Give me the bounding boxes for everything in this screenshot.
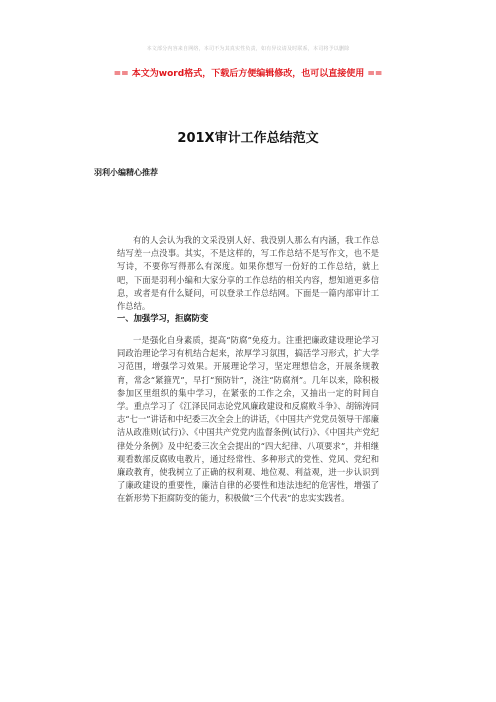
editor-byline: 羽利小编精心推荐 — [94, 168, 158, 177]
section-body-paragraph: 一是强化自身素质，提高“防腐”免疫力。注重把廉政建设理论学习同政治理论学习有机结合起来，浓厚学习氛围，搞活学习形式，扩大学习范围，增强学习效果。开展理论学习，坚定理想信念，开展条规教育，常念“紧箍咒”，早打“预防针”，浇注“防腐剂”。几年以来，除积极参加区里组织的集中学习，在紧张的工作之余，又抽出一定的时间自学。重点学习了《江泽民同志论党风廉政建设和反腐败斗争》、胡锦涛同志“七一”讲话和中纪委三次全会上的讲话，《中国共产党党员领导干部廉洁从政准则(试行)》、《中国共产党党内监督条例(试行)》、《中国共产党纪律处分条例》及中纪委三次全会提出的“四大纪律、八项要求”，并相继观看数部反腐败电教片，通过经常性、多种形式的党性、党风、党纪和廉政教育，使我树立了正确的权利观、地位观、利益观，进一步认识到了廉政建设的重要性，廉洁自律的必要性和违法违纪的危害性，增强了在新形势下拒腐防变的能力，积极做“三个代表”的忠实实践者。 — [117, 335, 379, 504]
section-heading: 一、加强学习，拒腐防变 — [117, 313, 209, 323]
intro-paragraph: 有的人会认为我的文采没别人好、我没别人那么有内涵，我工作总结写差一点没事。其实，不是这样的，写工作总结不是写作文，也不是写诗，不要你写得那么有深度。如果你想写一份好的工作总结，就上吧，下面是羽利小编和大家分享的工作总结的相关内容，想知道更多信息，或者是有什么疑问，可以登录工作总结网。下面是一篇内部审计工作总结。 — [117, 235, 379, 312]
document-title: 201X审计工作总结范文 — [177, 131, 319, 146]
source-disclaimer: 本文部分内容来自网络，本司不为其真实性负责，如有异议请及时联系，本司将予以删除 — [146, 46, 350, 52]
word-format-notice: == 本文为word格式，下载后方便编辑修改，也可以直接使用 == — [113, 69, 383, 79]
